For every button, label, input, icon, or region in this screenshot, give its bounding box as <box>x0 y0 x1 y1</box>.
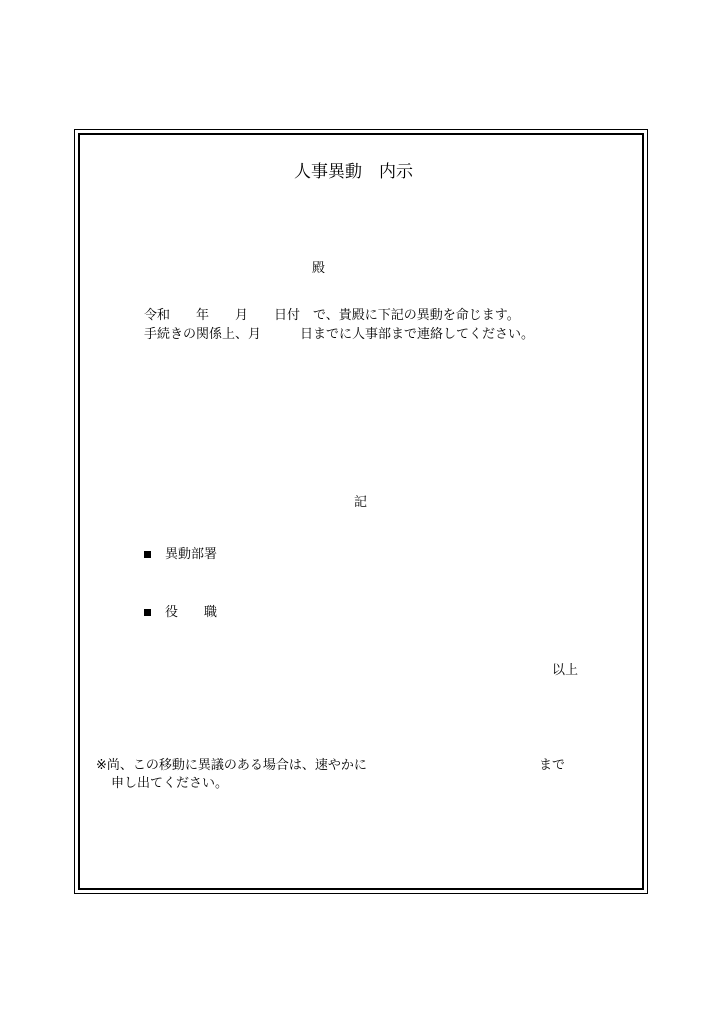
ki-heading: 記 <box>354 495 368 510</box>
recipient-honorific: 殿 <box>312 261 326 276</box>
list-item-label: 役 職 <box>165 605 218 620</box>
closing-ijo: 以上 <box>552 663 579 678</box>
list-item-position <box>144 606 217 619</box>
note-deadline-suffix: まで <box>539 758 566 773</box>
note-line-1: ※尚、この移動に異議のある場合は、速やかに <box>96 758 367 773</box>
list-item-label: 異動部署 <box>165 547 218 562</box>
document-title: 人事異動 内示 <box>294 162 413 182</box>
note-line-2: 申し出てください。 <box>111 776 229 791</box>
list-item-department <box>144 548 217 561</box>
bullet-square-icon <box>144 609 151 616</box>
body-line-1: 令和 年 月 日付 で、貴殿に下記の異動を命じます。 <box>144 308 520 323</box>
bullet-square-icon <box>144 551 151 558</box>
body-line-2: 手続きの関係上、月 日までに人事部まで連絡してください。 <box>144 327 535 342</box>
